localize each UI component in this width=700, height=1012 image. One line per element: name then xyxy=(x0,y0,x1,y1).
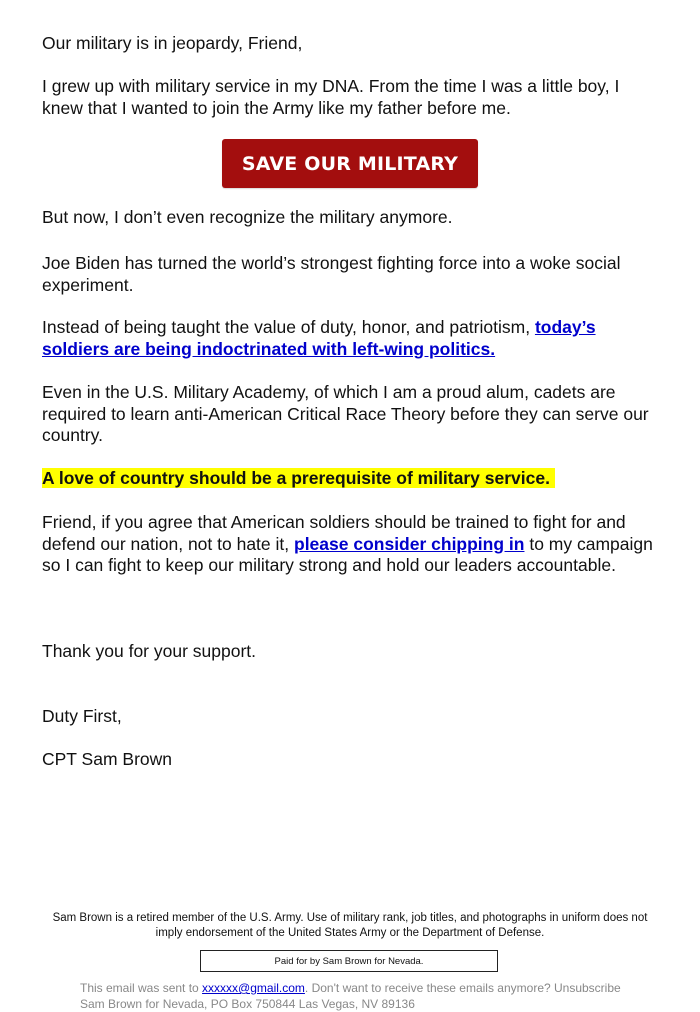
chip-in-link[interactable]: please consider chipping in xyxy=(294,533,525,554)
paragraph-recognize: But now, I don’t even recognize the military anymore. xyxy=(42,207,453,227)
save-our-military-button[interactable]: SAVE OUR MILITARY xyxy=(222,139,478,188)
thanks-text: Thank you for your support. xyxy=(42,641,256,661)
paragraph-chip-in xyxy=(42,512,662,577)
sent-to-prefix: This email was sent to xyxy=(80,981,203,995)
paragraph-dna: I grew up with military service in my DNA. From the time I was a little boy, I knew that I wanted to join the Army like my father before me. xyxy=(42,76,620,118)
unsubscribe-text[interactable]: . Don't want to receive these emails anymore? Unsubscribe xyxy=(304,981,621,995)
paragraph-indoctrination xyxy=(42,317,662,360)
greeting: Our military is in jeopardy, Friend, xyxy=(42,33,303,53)
highlighted-text: A love of country should be a prerequisite of military service. xyxy=(42,468,555,488)
paragraph-biden: Joe Biden has turned the world’s strongest fighting force into a woke social experiment. xyxy=(42,253,621,295)
military-disclaimer: Sam Brown is a retired member of the U.S. Army. Use of military rank, job titles, and photographs in uniform does not imply endorsement of the United States Army or the Department of Defense. xyxy=(52,912,648,939)
paragraph-academy: Even in the U.S. Military Academy, of which I am a proud alum, cadets are required to learn anti-American Critical Race Theory before they can serve our country. xyxy=(42,382,649,446)
recipient-email-link[interactable]: xxxxxx@gmail.com xyxy=(202,981,305,995)
paid-for-box xyxy=(200,950,498,972)
highlight-paragraph xyxy=(42,468,662,490)
indoctrination-link[interactable]: today’s soldiers are being indoctrinated with left-wing politics. xyxy=(42,317,596,359)
signature-text: CPT Sam Brown xyxy=(42,749,172,769)
paragraph-chip-in-after: to my campaign so I can fight to keep our military strong and hold our leaders accountable. xyxy=(42,533,653,576)
mailing-address: Sam Brown for Nevada, PO Box 750844 Las Vegas, NV 89136 xyxy=(80,996,415,1011)
sent-to-line xyxy=(80,981,660,997)
paragraph-indoctrination-text: Instead of being taught the value of duty, honor, and patriotism, xyxy=(42,317,535,337)
signoff-text: Duty First, xyxy=(42,706,122,726)
paragraph-chip-in-before: Friend, if you agree that American soldiers should be trained to fight for and defend our nation, not to hate it, xyxy=(42,512,626,554)
email-footer xyxy=(80,981,660,1012)
paid-for-text: Paid for by Sam Brown for Nevada. xyxy=(274,955,424,967)
